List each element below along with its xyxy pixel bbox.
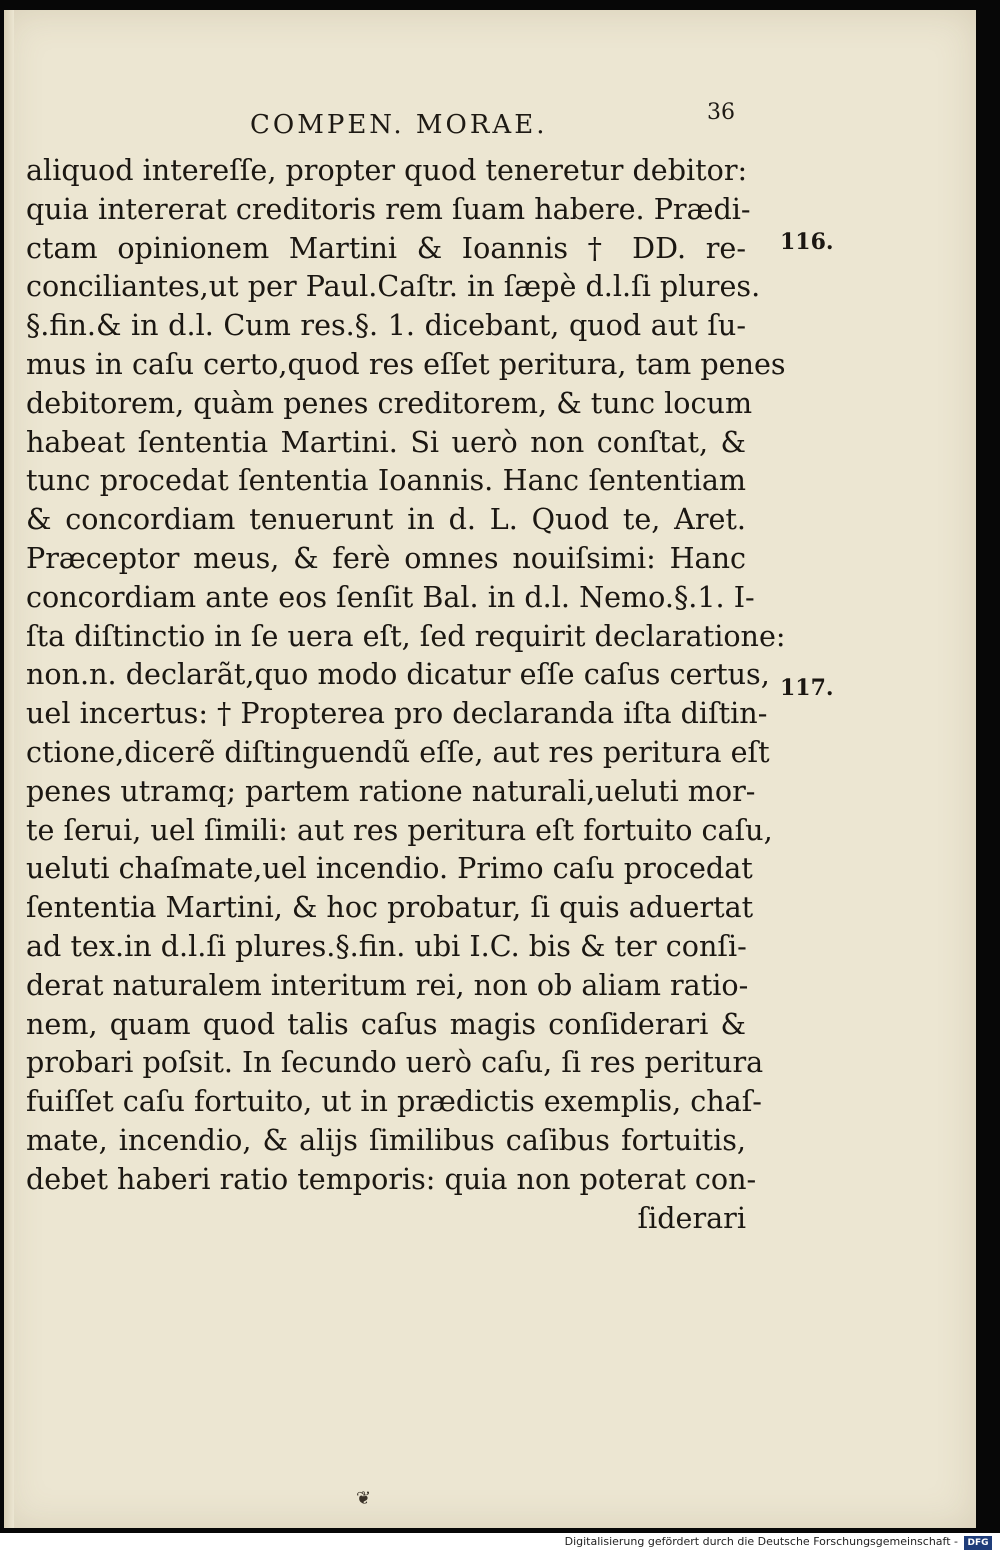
text-line: Præceptor meus, & ferè omnes nouiſsimi: Hanc	[26, 540, 746, 575]
text-line: conciliantes,ut per Paul.Caſtr. in ſæpè d.l.ſi plures.	[26, 269, 761, 304]
text-line: ueluti chaſmate,uel incendio. Primo caſu procedat	[26, 851, 753, 886]
text-line: uel incertus: † Propterea pro declaranda iſta diſtin-	[26, 696, 768, 731]
text-line: non.n. declarãt,quo modo dicatur eſſe caſus certus,	[26, 657, 770, 692]
text-line: quia intererat creditoris rem ſuam habere. Prædi-	[26, 191, 751, 226]
catchword: ſiderari	[637, 1200, 746, 1235]
text-line: ſta diſtinctio in ſe uera eſt, ſed requirit declaratione:	[26, 618, 786, 653]
text-line: nem, quam quod talis caſus magis conſiderari &	[26, 1006, 746, 1041]
footer-strip	[0, 1533, 1000, 1553]
text-line: ſententia Martini, & hoc probatur, ſi quis aduertat	[26, 890, 754, 925]
funding-credit: Digitalisierung gefördert durch die Deutsche Forschungsgemeinschaft -	[564, 1535, 958, 1548]
text-line: mus in caſu certo,quod res eſſet peritura, tam penes	[26, 346, 786, 381]
page-edge-shadow	[4, 10, 14, 1528]
text-line: mate, incendio, & alijs ſimilibus caſibus fortuitis,	[26, 1122, 746, 1157]
text-line: ctione,dicerẽ diſtinguendũ eſſe, aut res peritura eſt	[26, 734, 770, 769]
text-line: fuiſſet caſu fortuito, ut in prædictis exemplis, chaſ-	[26, 1084, 762, 1119]
text-line: habeat ſententia Martini. Si uerò non conſtat, &	[26, 424, 746, 459]
margin-note-116: 116.	[780, 229, 834, 255]
dfg-logo: DFG	[964, 1536, 992, 1550]
book-page	[4, 10, 976, 1528]
body-text	[26, 151, 786, 1237]
text-line: & concordiam tenuerunt in d. L. Quod te, Aret.	[26, 502, 746, 537]
text-line: tunc procedat ſententia Ioannis. Hanc ſententiam	[26, 463, 746, 498]
text-line: ctam opinionem Martini & Ioannis † DD. re-	[26, 230, 746, 265]
fleuron-ornament-icon: ❦	[356, 1488, 372, 1509]
text-line: concordiam ante eos ſenſit Bal. in d.l. Nemo.§.1. I-	[26, 579, 755, 614]
folio-number: 36	[707, 100, 735, 125]
text-line: ad tex.in d.l.ſi plures.§.fin. ubi I.C. bis & ter conſi-	[26, 928, 747, 963]
text-line: debet haberi ratio temporis: quia non poterat con-	[26, 1161, 757, 1196]
text-line: debitorem, quàm penes creditorem, & tunc locum	[26, 385, 753, 420]
text-line: penes utramq; partem ratione naturali,ueluti mor-	[26, 773, 756, 808]
text-line: derat naturalem interitum rei, non ob aliam ratio-	[26, 967, 749, 1002]
margin-note-117: 117.	[780, 675, 834, 701]
running-head: COMPEN. MORAE.	[250, 110, 548, 140]
text-line: aliquod intereſſe, propter quod teneretur debitor:	[26, 153, 748, 187]
text-line: probari poſsit. In ſecundo uerò caſu, ſi res peritura	[26, 1045, 764, 1080]
text-line: te ſerui, uel ſimili: aut res peritura eſt fortuito caſu,	[26, 812, 773, 847]
text-line: §.fin.& in d.l. Cum res.§. 1. dicebant, quod aut ſu-	[26, 308, 746, 343]
